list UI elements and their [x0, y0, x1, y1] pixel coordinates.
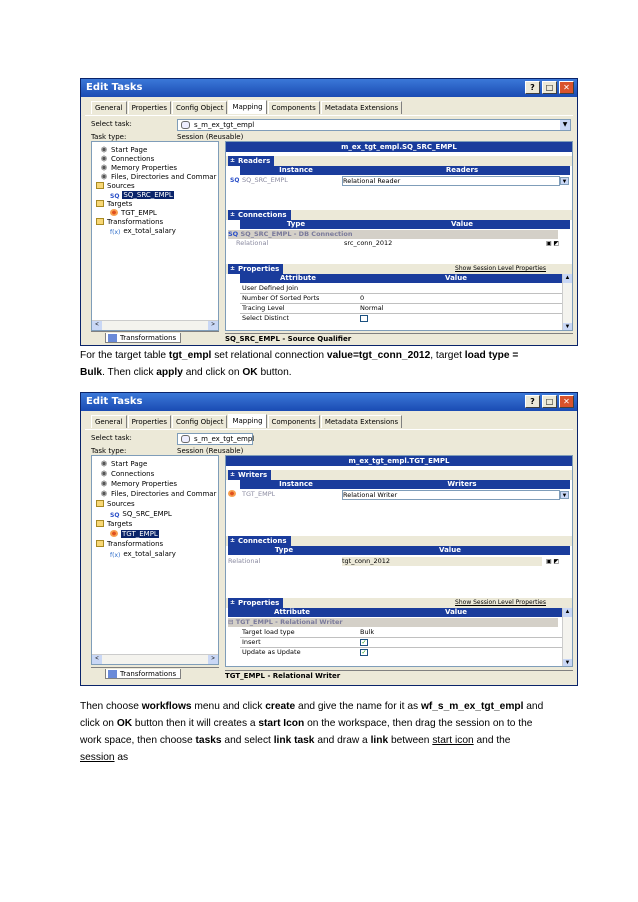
connection-group-label: SQ_SRC_EMPL - DB Connection [240, 230, 353, 238]
properties-title: ± Properties [228, 264, 283, 274]
chevron-down-icon[interactable]: ▼ [561, 493, 568, 499]
writer-instance-cell: TGT_EMPL [242, 490, 276, 498]
value-column: Value [445, 274, 467, 282]
mapping-details-panel [225, 455, 573, 667]
tree-item-tgt-empl[interactable]: TGT_EMPL [110, 209, 157, 218]
tree-item-sources[interactable]: Sources [96, 182, 135, 191]
writers-section-header[interactable] [226, 470, 572, 480]
row-divider [240, 313, 570, 314]
insert-checkbox[interactable]: ✓ [361, 640, 367, 646]
readers-column: Readers [445, 166, 479, 174]
connection-group-row: SQ SQ_SRC_EMPL - DB Connection [228, 230, 558, 239]
tree-horizontal-scrollbar[interactable] [92, 320, 218, 330]
expression-icon: f(x) [110, 552, 121, 559]
properties-section-header[interactable] [226, 598, 572, 608]
close-button[interactable]: ✕ [559, 395, 574, 408]
reader-type-select[interactable] [342, 176, 560, 186]
property-value-tracing-level[interactable]: Normal [360, 304, 384, 312]
instance-header: m_ex_tgt_empl.SQ_SRC_EMPL [226, 142, 572, 152]
property-value-sorted-ports[interactable]: 0 [360, 294, 365, 302]
update-as-update-checkbox[interactable]: ✓ [361, 650, 367, 656]
property-user-defined-join: User Defined Join [242, 284, 299, 292]
connection-value-cell[interactable]: tgt_conn_2012 [342, 557, 542, 566]
reader-instance-cell: SQ_SRC_EMPL [242, 176, 288, 184]
chevron-down-icon[interactable]: ▼ [561, 179, 568, 185]
type-column: Type [274, 546, 294, 554]
property-number-of-sorted-ports: Number Of Sorted Ports [242, 294, 320, 302]
source-qualifier-icon: SQ [230, 177, 240, 184]
selected-instance-footer: TGT_EMPL - Relational Writer [225, 670, 573, 681]
edit-tasks-dialog-1 [80, 78, 578, 346]
connections-title: ± Connections [228, 210, 291, 220]
scroll-left-icon[interactable]: < [92, 321, 102, 330]
select-task-label: Select task: [91, 120, 132, 128]
folder-icon [96, 200, 104, 207]
folder-icon [96, 182, 104, 189]
collapse-icon[interactable]: ⊟ [228, 618, 234, 626]
select-task-value: s_m_ex_tgt_empl [194, 435, 255, 443]
connections-section-header[interactable] [226, 210, 572, 220]
tree-horizontal-scrollbar[interactable] [92, 654, 218, 664]
session-icon [181, 121, 190, 129]
properties-column-header [228, 608, 570, 617]
gear-icon [100, 480, 108, 487]
instance-header: m_ex_tgt_empl.TGT_EMPL [226, 456, 572, 466]
type-column: Type [286, 220, 306, 228]
tree-item-transformations[interactable]: Transformations [96, 218, 163, 227]
tab-metadata-extensions[interactable]: Metadata Extensions [321, 415, 402, 428]
select-task-label: Select task: [91, 434, 132, 442]
task-type-label: Task type: [91, 447, 127, 455]
writer-group-label: TGT_EMPL - Relational Writer [235, 618, 343, 626]
dialog-title: Edit Tasks [86, 396, 143, 407]
mapping-details-panel [225, 141, 573, 331]
show-session-level-properties-link[interactable]: Show Session Level Properties [455, 265, 546, 272]
target-icon [110, 530, 118, 537]
instruction-paragraph-1: For the target table tgt_empl set relational connection value=tgt_conn_2012, target load type = Bulk. Then click apply and click on OK button. [80, 350, 519, 378]
transformations-tab[interactable]: Transformations [105, 669, 181, 679]
connections-title: ± Connections [228, 536, 291, 546]
gear-icon [100, 164, 108, 171]
tree-item-files-directories[interactable]: Files, Directories and Commar [100, 173, 216, 182]
gear-icon [100, 155, 108, 162]
row-divider [240, 637, 570, 638]
tree-item-memory-properties[interactable]: Memory Properties [100, 164, 177, 173]
task-type-value: Session (Reusable) [177, 447, 244, 455]
selected-instance-footer: SQ_SRC_EMPL - Source Qualifier [225, 333, 573, 344]
show-session-level-properties-link[interactable]: Show Session Level Properties [455, 599, 546, 606]
chevron-down-icon[interactable]: ▼ [560, 120, 570, 130]
tree-item-tgt-empl[interactable]: TGT_EMPL [110, 530, 159, 539]
expression-icon: f(x) [110, 229, 121, 236]
scroll-down-icon[interactable]: ▼ [564, 324, 571, 330]
writers-title: ± Writers [228, 470, 271, 480]
tree-item-sq-src-empl[interactable]: SQ SQ_SRC_EMPL [110, 510, 172, 519]
gear-icon [100, 460, 108, 467]
connection-value-cell[interactable]: src_conn_2012 [344, 239, 393, 247]
scroll-right-icon[interactable]: > [208, 321, 218, 330]
folder-icon [96, 520, 104, 527]
tree-item-ex-total-salary[interactable]: f(x) ex_total_salary [110, 550, 176, 559]
maximize-button[interactable]: □ [542, 81, 557, 94]
tab-mapping[interactable]: Mapping [228, 100, 266, 114]
attribute-column: Attribute [273, 608, 311, 616]
property-select-distinct: Select Distinct [242, 314, 289, 322]
connections-column-header [240, 220, 570, 229]
connection-browse-icon[interactable]: ▣ ◩ [546, 241, 560, 247]
tab-metadata-extensions[interactable]: Metadata Extensions [321, 101, 402, 114]
tab-mapping[interactable]: Mapping [228, 414, 266, 428]
target-icon [228, 490, 236, 499]
gear-icon [100, 173, 108, 180]
writer-type-select[interactable] [342, 490, 560, 500]
property-insert: Insert [242, 638, 261, 646]
transformations-icon [108, 334, 117, 342]
tab-components[interactable]: Components [268, 415, 320, 428]
tab-strip [91, 415, 403, 429]
writer-group-row[interactable] [228, 618, 558, 627]
help-button[interactable]: ? [525, 81, 540, 94]
tab-components[interactable]: Components [268, 101, 320, 114]
scroll-up-icon[interactable]: ▲ [564, 609, 571, 615]
instruction-paragraph-2: Then choose workflows menu and click create and give the name for it as wf_s_m_ex_tgt_empl and click on OK button then it will creates a start Icon on the workspace, then drag the session on to the work space, then choose tasks and select link task and draw a link between start icon and the session as [80, 701, 544, 763]
tree-bottom-tabs [91, 667, 219, 679]
row-divider [240, 303, 570, 304]
tab-strip [91, 101, 403, 115]
tree-item-connections[interactable]: Connections [100, 470, 154, 479]
readers-section-header[interactable] [226, 156, 572, 166]
source-qualifier-icon: SQ [110, 193, 120, 200]
transformations-tab[interactable]: Transformations [105, 333, 181, 343]
connection-type-cell: Relational [236, 239, 269, 247]
property-target-load-type: Target load type [242, 628, 295, 636]
tree-item-sources[interactable]: Sources [96, 500, 135, 509]
navigation-tree [91, 455, 219, 665]
value-column: Value [451, 220, 473, 228]
tree-item-targets[interactable]: Targets [96, 520, 132, 529]
folder-icon [96, 500, 104, 507]
writer-type-value: Relational Writer [343, 491, 398, 499]
property-value-target-load-type[interactable]: Bulk [360, 628, 375, 636]
tree-item-memory-properties[interactable]: Memory Properties [100, 480, 177, 489]
edit-tasks-dialog-2 [80, 392, 578, 686]
help-button[interactable]: ? [525, 395, 540, 408]
tree-item-targets[interactable]: Targets [96, 200, 132, 209]
tree-item-start-page[interactable]: Start Page [100, 146, 147, 155]
source-qualifier-icon: SQ [110, 512, 120, 519]
gear-icon [100, 490, 108, 497]
properties-section-header[interactable] [226, 264, 572, 274]
tree-item-connections[interactable]: Connections [100, 155, 154, 164]
tree-item-files-directories[interactable]: Files, Directories and Commar [100, 490, 216, 499]
tab-general[interactable]: General [91, 415, 127, 428]
maximize-button[interactable]: □ [542, 395, 557, 408]
connections-column-header [228, 546, 570, 555]
tree-item-transformations[interactable]: Transformations [96, 540, 163, 549]
navigation-tree [91, 141, 219, 331]
tab-config-object[interactable]: Config Object [172, 415, 227, 428]
readers-column-header [240, 166, 570, 175]
session-icon [181, 435, 190, 443]
folder-icon [96, 540, 104, 547]
task-type-value: Session (Reusable) [177, 133, 244, 141]
tree-bottom-tabs [91, 331, 219, 343]
properties-vertical-scrollbar[interactable] [562, 608, 572, 667]
select-task-combo[interactable] [177, 433, 253, 445]
tree-item-start-page[interactable]: Start Page [100, 460, 147, 469]
connection-browse-icon[interactable]: ▣ ◩ [546, 559, 560, 565]
tree-item-sq-src-empl[interactable]: SQ SQ_SRC_EMPL [110, 191, 173, 200]
writers-column: Writers [447, 480, 477, 488]
writers-column-header [240, 480, 570, 489]
dialog-title-bar [81, 393, 577, 411]
tab-properties[interactable]: Properties [128, 415, 171, 428]
attribute-column: Attribute [279, 274, 317, 282]
value-column: Value [445, 608, 467, 616]
properties-vertical-scrollbar[interactable] [562, 274, 572, 331]
target-icon [110, 209, 118, 216]
close-button[interactable]: ✕ [559, 81, 574, 94]
properties-column-header [240, 274, 570, 283]
scroll-down-icon[interactable]: ▼ [564, 660, 571, 666]
instance-column: Instance [279, 166, 313, 174]
instance-column: Instance [279, 480, 313, 488]
task-type-label: Task type: [91, 133, 127, 141]
dialog-title-bar [81, 79, 577, 97]
scroll-left-icon[interactable]: < [92, 655, 102, 664]
transformations-icon [108, 670, 117, 678]
tree-item-ex-total-salary[interactable]: f(x) ex_total_salary [110, 227, 176, 236]
gear-icon [100, 146, 108, 153]
gear-icon [100, 470, 108, 477]
value-column: Value [439, 546, 461, 554]
properties-title: ± Properties [228, 598, 283, 608]
scroll-right-icon[interactable]: > [208, 655, 218, 664]
folder-icon [96, 218, 104, 225]
readers-title: ± Readers [228, 156, 274, 166]
property-update-as-update: Update as Update [242, 648, 301, 656]
tab-config-object[interactable]: Config Object [172, 101, 227, 114]
select-task-value: s_m_ex_tgt_empl [194, 121, 255, 129]
select-task-combo[interactable] [177, 119, 571, 131]
connections-section-header[interactable] [226, 536, 572, 546]
scroll-up-icon[interactable]: ▲ [564, 275, 571, 281]
select-distinct-checkbox[interactable] [360, 315, 368, 322]
dialog-title: Edit Tasks [86, 82, 143, 93]
reader-type-value: Relational Reader [343, 177, 401, 185]
tab-general[interactable]: General [91, 101, 127, 114]
tab-properties[interactable]: Properties [128, 101, 171, 114]
connection-type-cell: Relational [228, 557, 261, 565]
property-tracing-level: Tracing Level [242, 304, 285, 312]
